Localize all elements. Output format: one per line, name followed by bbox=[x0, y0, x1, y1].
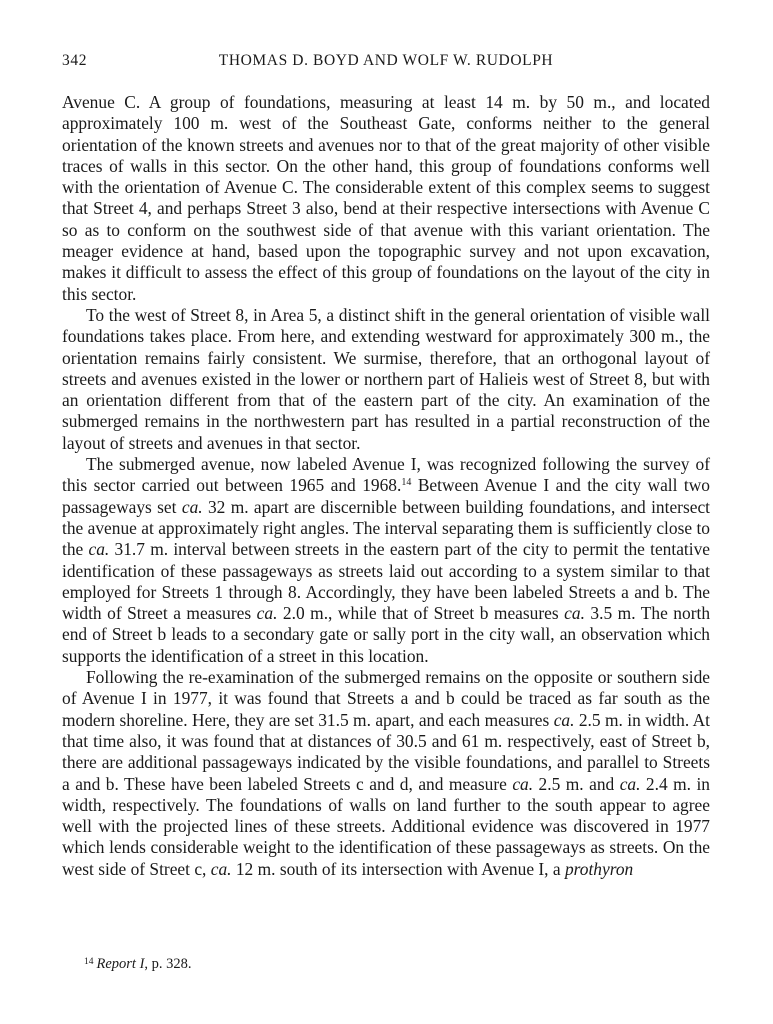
text-run: 2.4 m. in width, respectively. The foundations of walls on land further to the south appear to agree well with the projected lines of these streets. Additional evidence was discovered in 1977 which lends considerable weight to the identification of these passageways as streets. On the west side of Street c, bbox=[62, 773, 711, 879]
text-run: Avenue C. A group of foundations, measuring at least 14 m. by 50 m., and located approximately 100 m. west of the Southeast Gate, conforms neither to the general orientation of the known streets and avenues nor to that of the great majority of other visible traces of walls in this sector. On the other hand, this group of foundations conforms well with the orientation of Avenue C. The considerable extent of this complex seems to suggest that Street 4, and perhaps Street 3 also, bend at their respective intersections with Avenue C so as to conform on the southwest side of that avenue with this variant orientation. The meager evidence at hand, based upon the topographic survey and not upon excavation, makes it difficult to assess the effect of this group of foundations on the layout of the city in this sector. bbox=[62, 92, 710, 304]
text-run: 2.5 m. in width. At that time also, it was found that at distances of 30.5 and 61 m. respectively, east of Street b, there are additional passageways indicated by the visible foundations, and parallel to Streets a and b. These have been labeled Streets c and d, and measure bbox=[62, 709, 710, 794]
text-run: 2.5 m. and bbox=[533, 773, 620, 794]
running-title: THOMAS D. BOYD AND WOLF W. RUDOLPH bbox=[218, 52, 554, 69]
italic-text: ca. bbox=[181, 496, 203, 517]
italic-text: ca. bbox=[619, 773, 641, 794]
text-run: Between Avenue I and the city wall two passageways set bbox=[62, 475, 710, 517]
italic-text: ca. bbox=[553, 709, 575, 730]
footnotes bbox=[84, 956, 192, 973]
footnote-mark: 14 bbox=[84, 957, 94, 967]
footnote bbox=[84, 956, 192, 973]
paragraph bbox=[62, 92, 710, 305]
italic-text: prothyron bbox=[564, 858, 634, 879]
text-run: , p. 328. bbox=[144, 956, 192, 972]
text-run: 3.5 m. The north end of Street b leads to a secondary gate or sally port in the city wall, an observation which supports the identification of a street in this location. bbox=[62, 603, 711, 666]
running-head bbox=[62, 52, 710, 74]
italic-text: Report I bbox=[96, 956, 145, 972]
text-run: The submerged avenue, now labeled Avenue I, was recognized following the survey of this sector carried out between 1965 and 1968. bbox=[62, 454, 710, 496]
paragraph bbox=[62, 305, 710, 454]
text-run: 12 m. south of its intersection with Avenue I, a bbox=[231, 858, 565, 879]
page-number: 342 bbox=[62, 52, 88, 69]
paragraph bbox=[62, 667, 710, 880]
italic-text: ca. bbox=[512, 773, 534, 794]
text-run: 31.7 m. interval between streets in the eastern part of the city to permit the tentative identification of these passageways as streets laid out according to a system similar to that employed for Streets 1 through 8. Accordingly, they have been labeled Streets a and b. The width of Street a measures bbox=[62, 539, 710, 624]
footnote-reference: 14 bbox=[401, 477, 412, 489]
paragraph bbox=[62, 454, 710, 667]
text-run: To the west of Street 8, in Area 5, a distinct shift in the general orientation of visible wall foundations takes place. From here, and extending westward for approximately 300 m., the orientation remains fairly consistent. We surmise, therefore, that an orthogonal layout of streets and avenues existed in the lower or northern part of Halieis west of Street 8, but with an orientation different from that of the eastern part of the city. An examination of the submerged remains in the northwestern part has resulted in a partial reconstruction of the layout of streets and avenues in that sector. bbox=[62, 304, 710, 453]
page bbox=[62, 52, 710, 880]
italic-text: ca. bbox=[564, 603, 585, 624]
italic-text: ca. bbox=[88, 539, 110, 560]
body-text bbox=[62, 92, 710, 880]
italic-text: ca. bbox=[210, 858, 232, 879]
text-run: Following the re-examination of the submerged remains on the opposite or southern side of Avenue I in 1977, it was found that Streets a and b could be traced as far south as the modern shoreline. Here, they are set 31.5 m. apart, and each measures bbox=[62, 667, 710, 730]
italic-text: ca. bbox=[256, 603, 278, 624]
text-run: 2.0 m., while that of Street b measures bbox=[277, 603, 565, 624]
text-run: 32 m. apart are discernible between building foundations, and intersect the avenue at approximately right angles. The interval separating them is sufficiently close to the bbox=[62, 496, 710, 560]
